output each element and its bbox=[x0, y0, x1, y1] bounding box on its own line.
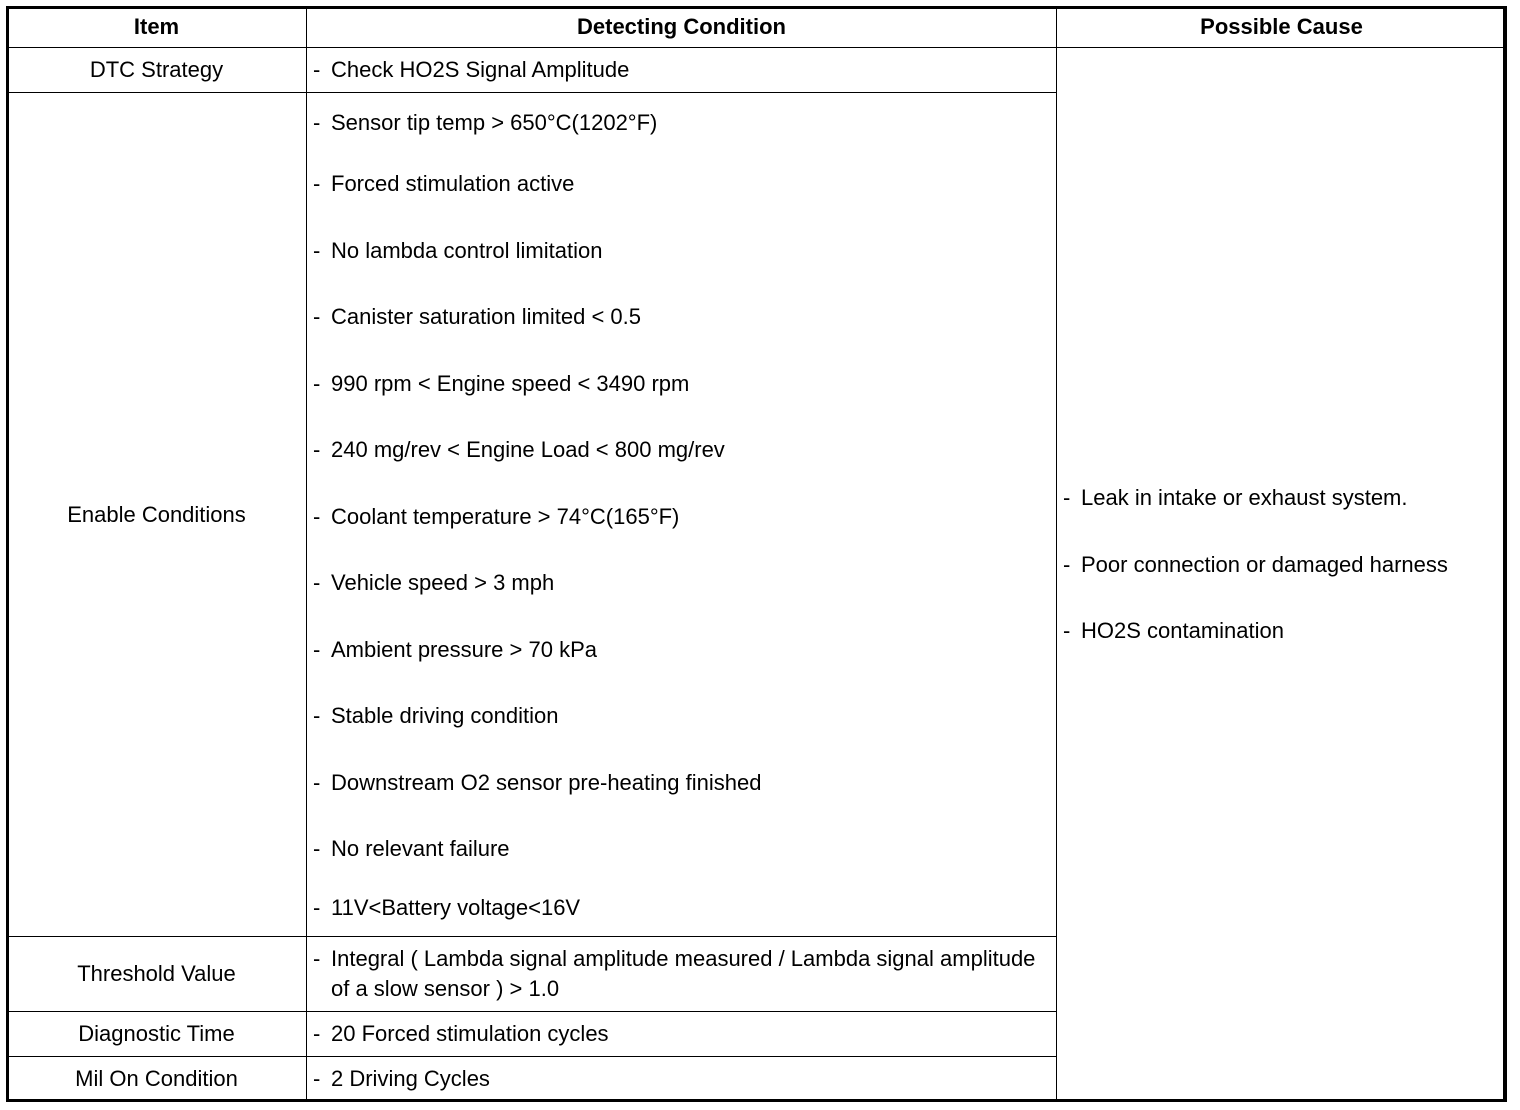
bullet-dash: - bbox=[313, 946, 321, 971]
bullet-dash: - bbox=[313, 437, 321, 462]
bullet-dash: - bbox=[313, 636, 321, 662]
condition-text: Check HO2S Signal Amplitude bbox=[331, 57, 630, 82]
bullet-dash: - bbox=[1063, 618, 1071, 643]
cause-text: Leak in intake or exhaust system. bbox=[1081, 485, 1408, 510]
bullet-dash: - bbox=[313, 171, 321, 196]
enable-condition-text: Ambient pressure > 70 kPa bbox=[331, 636, 597, 662]
bullet-dash: - bbox=[313, 1066, 321, 1091]
condition-text: 20 Forced stimulation cycles bbox=[331, 1021, 609, 1046]
enable-condition-text: 990 rpm < Engine speed < 3490 rpm bbox=[331, 370, 690, 396]
enable-condition-text: Vehicle speed > 3 mph bbox=[331, 570, 555, 595]
bullet-dash: - bbox=[313, 57, 321, 82]
item-mil-on-condition: Mil On Condition bbox=[7, 1057, 307, 1102]
bullet-dash: - bbox=[313, 304, 321, 329]
bullet-dash: - bbox=[1063, 551, 1071, 577]
bullet-dash: - bbox=[1063, 485, 1071, 510]
table-outer-border bbox=[6, 6, 1506, 1102]
item-dtc-strategy: DTC Strategy bbox=[7, 48, 307, 93]
bullet-dash: - bbox=[313, 109, 321, 135]
enable-condition-text: Stable driving condition bbox=[331, 703, 559, 728]
header-item: Item bbox=[7, 7, 307, 48]
bullet-dash: - bbox=[313, 503, 321, 529]
bullet-dash: - bbox=[313, 703, 321, 728]
enable-condition-text: Sensor tip temp > 650°C(1202°F) bbox=[331, 109, 658, 135]
enable-condition-text: Downstream O2 sensor pre-heating finished bbox=[331, 769, 762, 795]
enable-condition-text: Forced stimulation active bbox=[331, 171, 575, 196]
bullet-dash: - bbox=[313, 237, 321, 263]
condition-text: 2 Driving Cycles bbox=[331, 1066, 490, 1091]
item-diagnostic-time: Diagnostic Time bbox=[7, 1012, 307, 1057]
enable-condition-text: Coolant temperature > 74°C(165°F) bbox=[331, 503, 680, 529]
enable-condition-text: 11V<Battery voltage<16V bbox=[331, 895, 581, 921]
header-detecting-condition: Detecting Condition bbox=[307, 7, 1057, 48]
header-possible-cause: Possible Cause bbox=[1057, 7, 1507, 48]
bullet-dash: - bbox=[313, 370, 321, 396]
enable-condition-text: No relevant failure bbox=[331, 836, 510, 861]
item-threshold-value: Threshold Value bbox=[7, 937, 307, 1012]
bullet-dash: - bbox=[313, 1021, 321, 1046]
bullet-dash: - bbox=[313, 769, 321, 795]
item-enable-conditions: Enable Conditions bbox=[7, 93, 307, 937]
bullet-dash: - bbox=[313, 570, 321, 595]
cause-text: HO2S contamination bbox=[1081, 618, 1284, 643]
enable-condition-text: 240 mg/rev < Engine Load < 800 mg/rev bbox=[331, 437, 725, 462]
cause-text: Poor connection or damaged harness bbox=[1081, 551, 1448, 577]
enable-condition-text: No lambda control limitation bbox=[331, 237, 603, 263]
bullet-dash: - bbox=[313, 895, 321, 921]
enable-condition-text: Canister saturation limited < 0.5 bbox=[331, 304, 641, 329]
condition-text: Integral ( Lambda signal amplitude measured / Lambda signal amplitude of a slow sensor ) > 1.0 bbox=[331, 946, 1036, 1001]
bullet-dash: - bbox=[313, 836, 321, 861]
